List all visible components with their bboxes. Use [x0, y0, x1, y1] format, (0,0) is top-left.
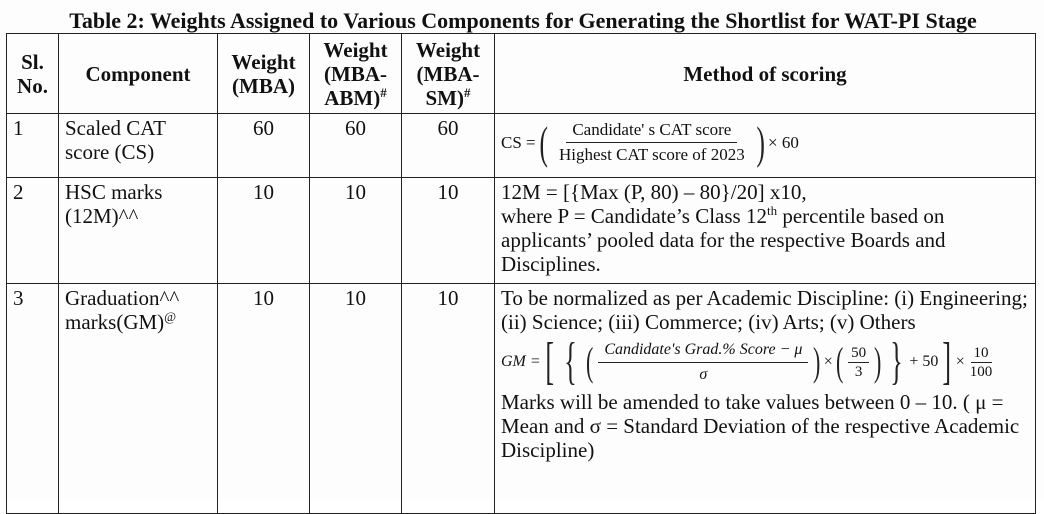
gm-plus-term: + 50 — [909, 353, 939, 370]
row-weight-mba: 10 — [218, 178, 310, 284]
header-sl-no: Sl. No. — [7, 34, 59, 114]
row-component — [59, 284, 218, 514]
gm-fraction-scale — [848, 344, 869, 381]
row-weight-mba-abm: 10 — [310, 178, 402, 284]
row-sl-no: 3 — [7, 284, 59, 514]
header-weight-mba-sm — [402, 34, 495, 114]
row-method — [495, 178, 1036, 284]
header-weight-mba-sm-sup: # — [464, 84, 471, 100]
table-row — [7, 114, 1036, 178]
left-bracket-icon: [ — [545, 333, 554, 390]
row-weight-mba-abm: 60 — [310, 114, 402, 178]
gm-intro: To be normalized as per Academic Discipline: (i) Engineering; (ii) Science; (iii) Commerce; (iv) Arts; (v) Others — [501, 286, 1028, 334]
row-weight-mba: 10 — [218, 284, 310, 514]
row-weight-mba-sm: 60 — [402, 114, 495, 178]
gm-scale-numerator: 50 — [848, 344, 869, 363]
table-caption: Table 2: Weights Assigned to Various Components for Generating the Shortlist for WAT-PI Stage — [69, 8, 977, 33]
gm-formula-lhs: GM = — [501, 353, 541, 370]
left-paren-icon: ( — [539, 116, 548, 168]
left-paren-icon: ( — [585, 339, 594, 384]
gm-outro: Marks will be amended to take values between 0 – 10. ( μ = Mean and σ = Standard Deviation of the respective Academic Discipline) — [501, 390, 1020, 462]
header-weight-mba: Weight (MBA) — [218, 34, 310, 114]
header-component: Component — [59, 34, 218, 114]
cs-numerator: Candidate' s CAT score — [566, 119, 737, 143]
header-weight-mba-abm-text: Weight (MBA-ABM) — [323, 37, 388, 110]
row-component-sup: @ — [164, 309, 177, 324]
row-weight-mba-sm: 10 — [402, 178, 495, 284]
weights-table — [6, 33, 1036, 514]
cs-multiplier: × 60 — [768, 132, 799, 152]
gm-final-numerator: 10 — [971, 344, 992, 363]
table-row — [7, 284, 1036, 514]
cs-denominator: Highest CAT score of 2023 — [558, 145, 745, 164]
gm-fraction-final — [967, 344, 996, 381]
row-weight-mba: 60 — [218, 114, 310, 178]
cs-formula-lhs: CS = — [501, 132, 536, 152]
header-row — [7, 34, 1036, 114]
right-paren-icon: ) — [874, 339, 882, 384]
gm-scale-denominator: 3 — [854, 363, 863, 380]
row-component: HSC marks (12M)^^ — [59, 178, 218, 284]
right-paren-icon: ) — [813, 339, 821, 384]
cs-fraction — [553, 119, 751, 166]
header-weight-mba-sm-text: Weight (MBA-SM) — [415, 37, 481, 110]
row-component-text: Graduation^^ marks(GM) — [65, 286, 180, 334]
row-method — [495, 284, 1036, 514]
gm-numerator: Candidate's Grad.% Score − μ — [598, 339, 808, 363]
gm-fraction-main — [598, 339, 808, 386]
hsc-definition-sup: th — [766, 203, 778, 218]
multiply-sign: × — [955, 353, 965, 370]
hsc-definition — [501, 204, 1029, 276]
gm-formula — [501, 333, 1029, 390]
row-component: Scaled CAT score (CS) — [59, 114, 218, 178]
hsc-definition-pre: where P = Candidate’s Class 12 — [501, 204, 767, 228]
left-brace-icon: { — [564, 333, 577, 390]
hsc-formula-line: 12M = [{Max (P, 80) – 80}/20] x10, — [501, 180, 807, 204]
hsc-definition-post: percentile based on applicants’ pooled data for the respective Boards and Disciplines. — [501, 204, 946, 276]
header-weight-mba-abm-sup: # — [380, 84, 387, 100]
gm-final-denominator: 100 — [969, 363, 993, 380]
right-bracket-icon: ] — [942, 333, 952, 390]
left-paren-icon: ( — [835, 339, 844, 384]
multiply-sign: × — [823, 353, 833, 370]
row-method — [495, 114, 1036, 178]
row-weight-mba-sm: 10 — [402, 284, 495, 514]
right-paren-icon: ) — [756, 116, 765, 168]
header-method-of-scoring: Method of scoring — [495, 34, 1036, 114]
right-brace-icon: } — [890, 333, 904, 390]
cs-formula — [501, 116, 1029, 168]
row-weight-mba-abm: 10 — [310, 284, 402, 514]
row-sl-no: 1 — [7, 114, 59, 178]
header-weight-mba-abm — [310, 34, 402, 114]
table-row — [7, 178, 1036, 284]
row-sl-no: 2 — [7, 178, 59, 284]
gm-denominator: σ — [699, 365, 708, 383]
